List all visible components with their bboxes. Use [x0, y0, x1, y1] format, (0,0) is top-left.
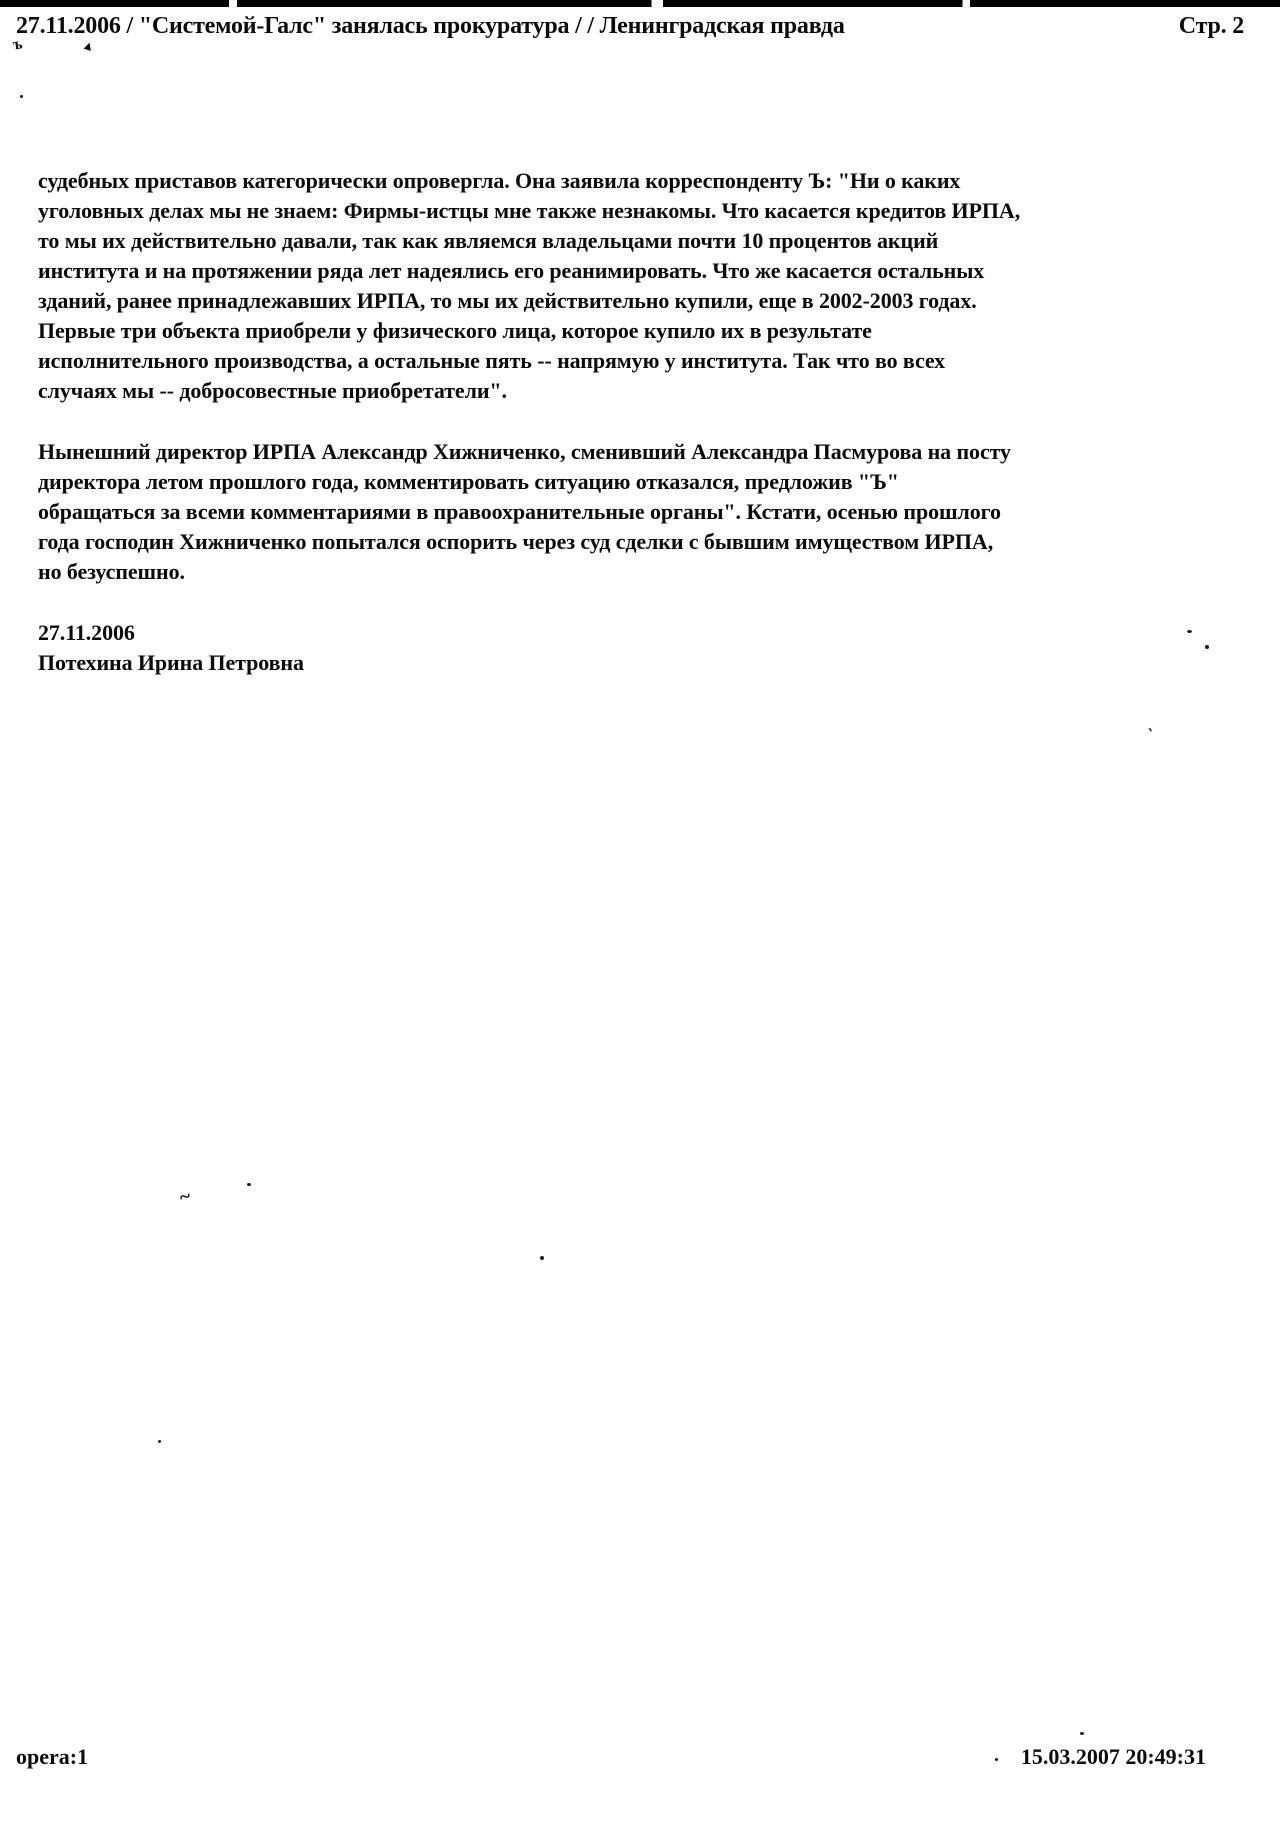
text-line: Нынешний директор ИРПА Александр Хижниченко, сменивший Александра Пасмурова на посту	[38, 439, 1011, 464]
header-page-number: Стр. 2	[1178, 13, 1244, 39]
article-date: 27.11.2006	[38, 620, 135, 645]
footer-left-label: opera:1	[16, 1744, 89, 1769]
paragraph-2	[38, 437, 1083, 587]
paragraph-1	[38, 166, 1083, 406]
scan-artifact-top-bar	[0, 0, 1280, 7]
text-line: то мы их действительно давали, так как являемся владельцами почти 10 процентов акций	[38, 228, 939, 253]
header-title: 27.11.2006 / "Системой-Галс" занялась прокуратура / / Ленинградская правда	[16, 13, 845, 39]
scan-speck	[20, 95, 23, 98]
text-line: исполнительного производства, а остальные пять -- напрямую у института. Так что во всех	[38, 348, 946, 373]
scan-artifact-mark: ъ	[11, 35, 24, 54]
article-body	[38, 166, 1083, 678]
print-footer	[16, 1744, 1206, 1770]
text-line: уголовных делах мы не знаем: Фирмы-истцы мне также незнакомы. Что касается кредитов ИРПА,	[38, 198, 1021, 223]
text-line: но безуспешно.	[38, 559, 185, 584]
scan-artifact-mark: ~	[177, 1185, 193, 1209]
text-line: года господин Хижниченко попытался оспорить через суд сделки с бывшим имуществом ИРПА,	[38, 529, 994, 554]
article-author: Потехина Ирина Петровна	[38, 650, 304, 675]
text-line: судебных приставов категорически опровергла. Она заявила корреспонденту Ъ: "Ни о каких	[38, 168, 961, 193]
text-line: института и на протяжении ряда лет надеялись его реанимировать. Что же касается остальных	[38, 258, 985, 283]
signature-block	[38, 618, 1083, 678]
text-line: зданий, ранее принадлежавших ИРПА, то мы их действительно купили, еще в 2002-2003 годах.	[38, 288, 977, 313]
text-line: обращаться за всеми комментариями в правоохранительные органы". Кстати, осенью прошлого	[38, 499, 1001, 524]
scan-speck	[1205, 645, 1209, 649]
text-line: директора летом прошлого года, комментировать ситуацию отказался, предложив "Ъ"	[38, 469, 899, 494]
scan-artifact-mark: ▲	[80, 36, 98, 55]
scan-speck	[247, 1183, 251, 1186]
footer-timestamp: 15.03.2007 20:49:31	[1020, 1744, 1206, 1769]
text-line: случаях мы -- добросовестные приобретатели".	[38, 378, 507, 403]
text-line: Первые три объекта приобрели у физического лица, которое купило их в результате	[38, 318, 872, 343]
scan-speck	[158, 1440, 161, 1443]
document-header	[16, 12, 1256, 40]
scan-speck	[1187, 630, 1192, 633]
scan-artifact-mark: `	[1143, 724, 1155, 746]
scan-speck	[1080, 1732, 1084, 1735]
scan-speck	[540, 1256, 544, 1260]
